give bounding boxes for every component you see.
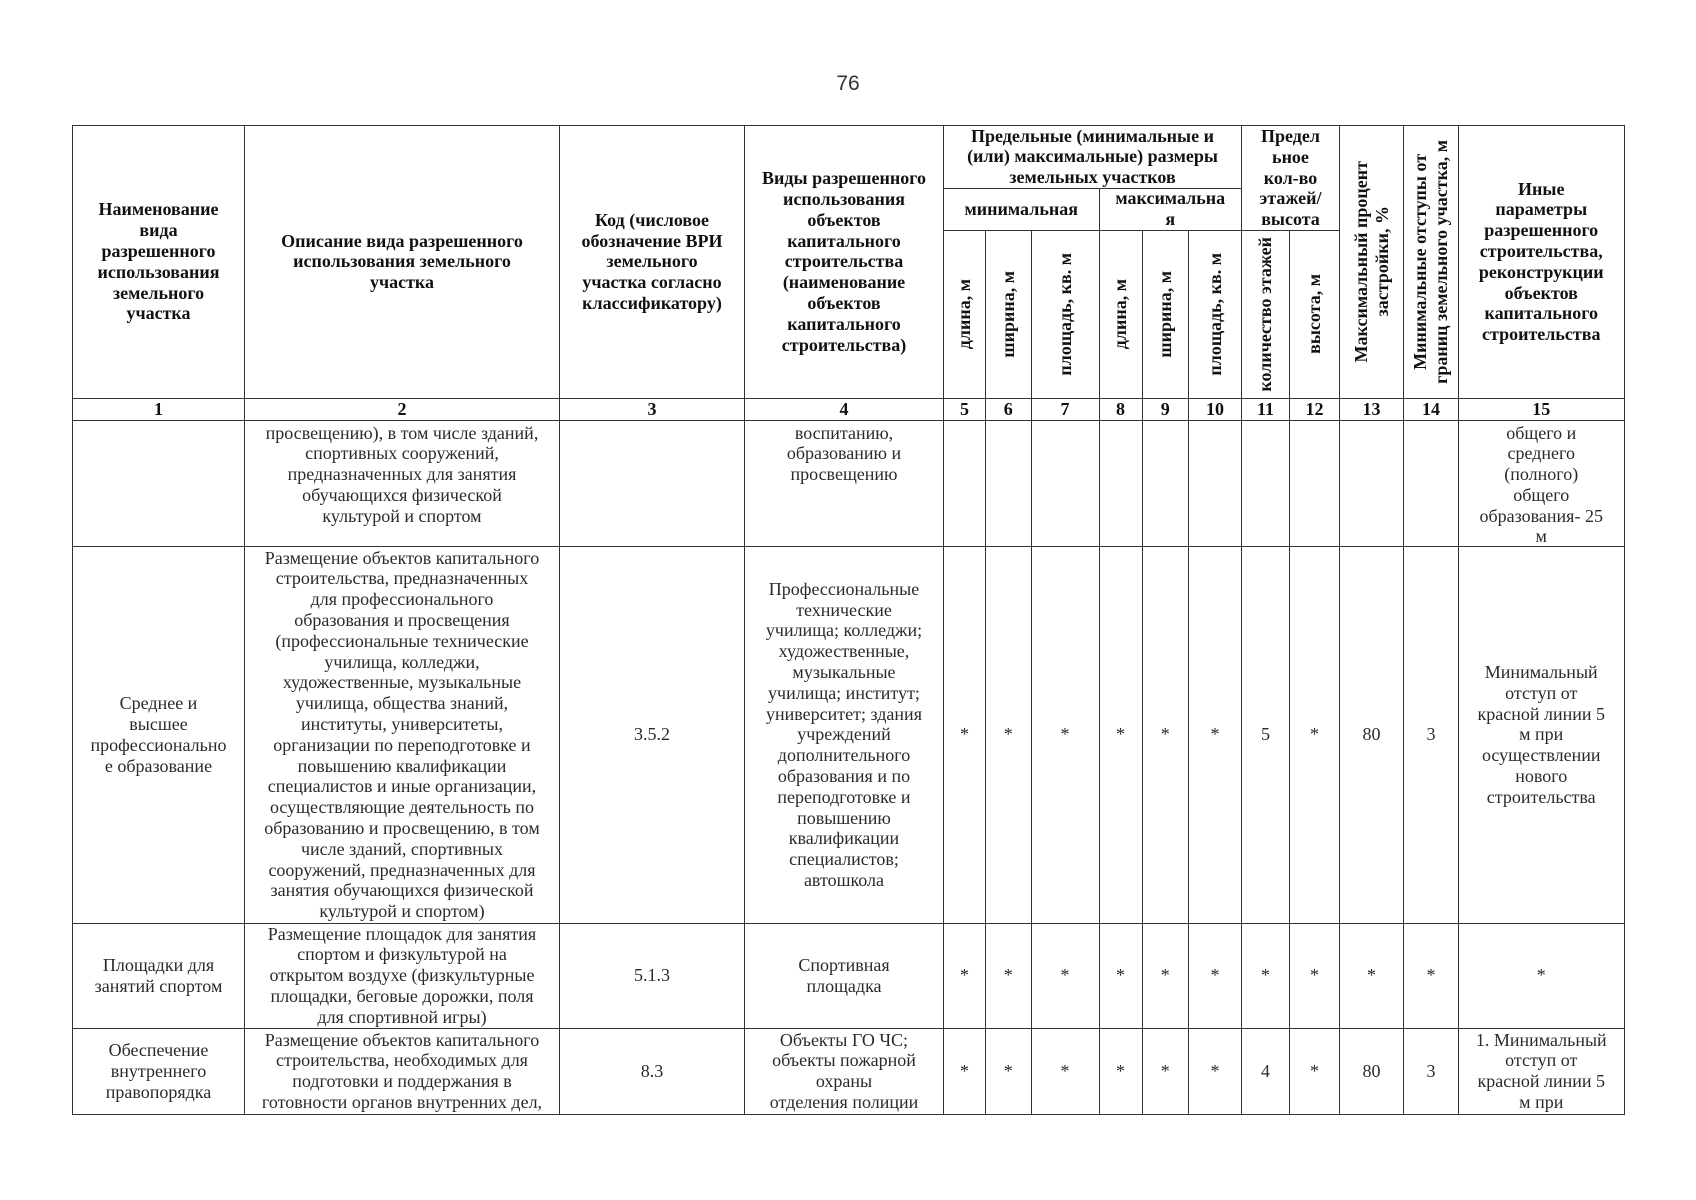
row-4-max-width: * bbox=[1143, 1029, 1190, 1116]
row-3-min-width: * bbox=[986, 924, 1032, 1029]
row-3-use-name: Площадки для занятий спортом bbox=[73, 924, 245, 1029]
land-use-table bbox=[72, 125, 1625, 1115]
header-min-setback-label: Минимальные отступы от границ земельного участка, м bbox=[1410, 139, 1451, 384]
header-capital-objects: Виды разрешенного использования объектов капитального строительства (наименование объектов капитального строительства) bbox=[745, 126, 944, 399]
row-2-vri-code: 3.5.2 bbox=[560, 547, 745, 924]
row-4-capital-objects: Объекты ГО ЧС; объекты пожарной охраны отделения полиции bbox=[745, 1029, 944, 1116]
row-2-min-width: * bbox=[986, 547, 1032, 924]
row-2-max-height: * bbox=[1290, 547, 1340, 924]
column-number: 8 bbox=[1100, 399, 1143, 421]
row-1-capital-objects: воспитанию, образованию и просвещению bbox=[745, 421, 944, 548]
header-min-width bbox=[986, 231, 1032, 399]
column-number: 7 bbox=[1032, 399, 1100, 421]
column-number: 13 bbox=[1340, 399, 1404, 421]
row-1-use-name bbox=[73, 421, 245, 548]
row-1-min-setback bbox=[1404, 421, 1459, 548]
column-number: 15 bbox=[1459, 399, 1625, 421]
row-3-capital-objects: Спортивная площадка bbox=[745, 924, 944, 1029]
row-3-max-height: * bbox=[1290, 924, 1340, 1029]
row-4-other-params: 1. Минимальный отступ от красной линии 5 м при bbox=[1459, 1029, 1625, 1116]
column-number: 5 bbox=[944, 399, 986, 421]
row-2-max-area: * bbox=[1189, 547, 1242, 924]
row-4-min-length: * bbox=[944, 1029, 986, 1116]
row-2-min-area: * bbox=[1032, 547, 1100, 924]
header-min-setback bbox=[1404, 126, 1459, 399]
header-plot-size-group: Предельные (минимальные и (или) максимальные) размеры земельных участков bbox=[944, 126, 1242, 189]
header-max-floors bbox=[1242, 231, 1290, 399]
header-min-length-label: длина, м bbox=[954, 279, 975, 350]
header-max-group: максимальна я bbox=[1100, 189, 1243, 232]
row-3-max-width: * bbox=[1143, 924, 1190, 1029]
row-1-min-area bbox=[1032, 421, 1100, 548]
column-number: 9 bbox=[1143, 399, 1190, 421]
row-1-use-description: просвещению), в том числе зданий, спортивных сооружений, предназначенных для занятия обучающихся физической культурой и спортом bbox=[245, 421, 560, 548]
row-2-capital-objects: Профессиональные технические училища; колледжи; художественные, музыкальные училища; институт; университет; здания учреждений дополнительного образования и по переподготовке и повышению квалификации специалистов; автошкола bbox=[745, 547, 944, 924]
header-max-width bbox=[1143, 231, 1190, 399]
row-3-min-area: * bbox=[1032, 924, 1100, 1029]
row-4-max-area: * bbox=[1189, 1029, 1242, 1116]
row-2-other-params: Минимальный отступ от красной линии 5 м при осуществлении нового строительства bbox=[1459, 547, 1625, 924]
row-1-max-height bbox=[1290, 421, 1340, 548]
header-min-width-label: ширина, м bbox=[997, 270, 1018, 358]
row-3-min-length: * bbox=[944, 924, 986, 1029]
row-2-use-name: Среднее и высшее профессионально е образование bbox=[73, 547, 245, 924]
row-2-min-setback: 3 bbox=[1404, 547, 1459, 924]
header-max-height-label: высота, м bbox=[1304, 274, 1325, 355]
page-number: 76 bbox=[836, 72, 860, 95]
row-1-max-length bbox=[1100, 421, 1143, 548]
header-max-width-label: ширина, м bbox=[1154, 270, 1175, 358]
header-max-length-label: длина, м bbox=[1110, 279, 1131, 350]
header-max-length bbox=[1100, 231, 1143, 399]
row-2-max-coverage: 80 bbox=[1340, 547, 1404, 924]
row-1-min-length bbox=[944, 421, 986, 548]
row-4-max-floors: 4 bbox=[1242, 1029, 1290, 1116]
row-1-max-coverage bbox=[1340, 421, 1404, 548]
column-number: 11 bbox=[1242, 399, 1290, 421]
row-4-min-setback: 3 bbox=[1404, 1029, 1459, 1116]
column-number: 10 bbox=[1189, 399, 1242, 421]
row-3-vri-code: 5.1.3 bbox=[560, 924, 745, 1029]
header-min-length bbox=[944, 231, 986, 399]
row-2-max-floors: 5 bbox=[1242, 547, 1290, 924]
row-3-max-coverage: * bbox=[1340, 924, 1404, 1029]
row-4-max-height: * bbox=[1290, 1029, 1340, 1116]
row-4-min-width: * bbox=[986, 1029, 1032, 1116]
header-min-group: минимальная bbox=[944, 189, 1100, 232]
column-number: 1 bbox=[73, 399, 245, 421]
header-use-description: Описание вида разрешенного использования земельного участка bbox=[245, 126, 560, 399]
header-min-area-label: площадь, кв. м bbox=[1054, 252, 1075, 376]
header-other-params: Иные параметры разрешенного строительства, реконструкции объектов капитального строительства bbox=[1459, 126, 1625, 399]
row-4-max-coverage: 80 bbox=[1340, 1029, 1404, 1116]
column-number: 12 bbox=[1290, 399, 1340, 421]
row-2-min-length: * bbox=[944, 547, 986, 924]
column-number: 4 bbox=[745, 399, 944, 421]
row-1-max-width bbox=[1143, 421, 1190, 548]
column-number: 6 bbox=[986, 399, 1032, 421]
header-vri-code: Код (числовое обозначение ВРИ земельного участка согласно классификатору) bbox=[560, 126, 745, 399]
header-floors-group: Предел ьное кол-во этажей/ высота bbox=[1242, 126, 1340, 231]
row-3-min-setback: * bbox=[1404, 924, 1459, 1029]
row-4-vri-code: 8.3 bbox=[560, 1029, 745, 1116]
row-3-max-length: * bbox=[1100, 924, 1143, 1029]
row-4-use-description: Размещение объектов капитального строительства, необходимых для подготовки и поддержания в готовности органов внутренних дел, bbox=[245, 1029, 560, 1116]
row-1-vri-code bbox=[560, 421, 745, 548]
header-max-coverage-label: Максимальный процент застройки, % bbox=[1350, 161, 1392, 363]
row-2-max-length: * bbox=[1100, 547, 1143, 924]
row-4-max-length: * bbox=[1100, 1029, 1143, 1116]
column-number: 3 bbox=[560, 399, 745, 421]
column-number: 2 bbox=[245, 399, 560, 421]
row-3-other-params: * bbox=[1459, 924, 1625, 1029]
header-min-area bbox=[1032, 231, 1100, 399]
row-3-use-description: Размещение площадок для занятия спортом и физкультурой на открытом воздухе (физкультурные площадки, беговые дорожки, поля для спортивной игры) bbox=[245, 924, 560, 1029]
header-max-area-label: площадь, кв. м bbox=[1204, 252, 1225, 376]
header-use-name: Наименование вида разрешенного использования земельного участка bbox=[73, 126, 245, 399]
row-2-max-width: * bbox=[1143, 547, 1190, 924]
row-1-other-params: общего и среднего (полного) общего образования- 25 м bbox=[1459, 421, 1625, 548]
row-4-min-area: * bbox=[1032, 1029, 1100, 1116]
header-max-height bbox=[1290, 231, 1340, 399]
row-4-use-name: Обеспечение внутреннего правопорядка bbox=[73, 1029, 245, 1116]
row-1-max-floors bbox=[1242, 421, 1290, 548]
header-max-floors-label: количество этажей bbox=[1255, 236, 1276, 392]
row-3-max-area: * bbox=[1189, 924, 1242, 1029]
header-max-area bbox=[1189, 231, 1242, 399]
row-2-use-description: Размещение объектов капитального строительства, предназначенных для профессионального образования и просвещения (профессиональные технические училища, колледжи, художественные, музыкальные училища, общества знаний, институты, университеты, организации по переподготовке и повышению квалификации специалистов и иные организации, осуществляющие деятельность по образованию и просвещению, в том числе зданий, спортивных сооружений, предназначенных для занятия обучающихся физической культурой и спортом) bbox=[245, 547, 560, 924]
header-max-coverage bbox=[1340, 126, 1404, 399]
row-1-max-area bbox=[1189, 421, 1242, 548]
column-number: 14 bbox=[1404, 399, 1459, 421]
row-3-max-floors: * bbox=[1242, 924, 1290, 1029]
row-1-min-width bbox=[986, 421, 1032, 548]
